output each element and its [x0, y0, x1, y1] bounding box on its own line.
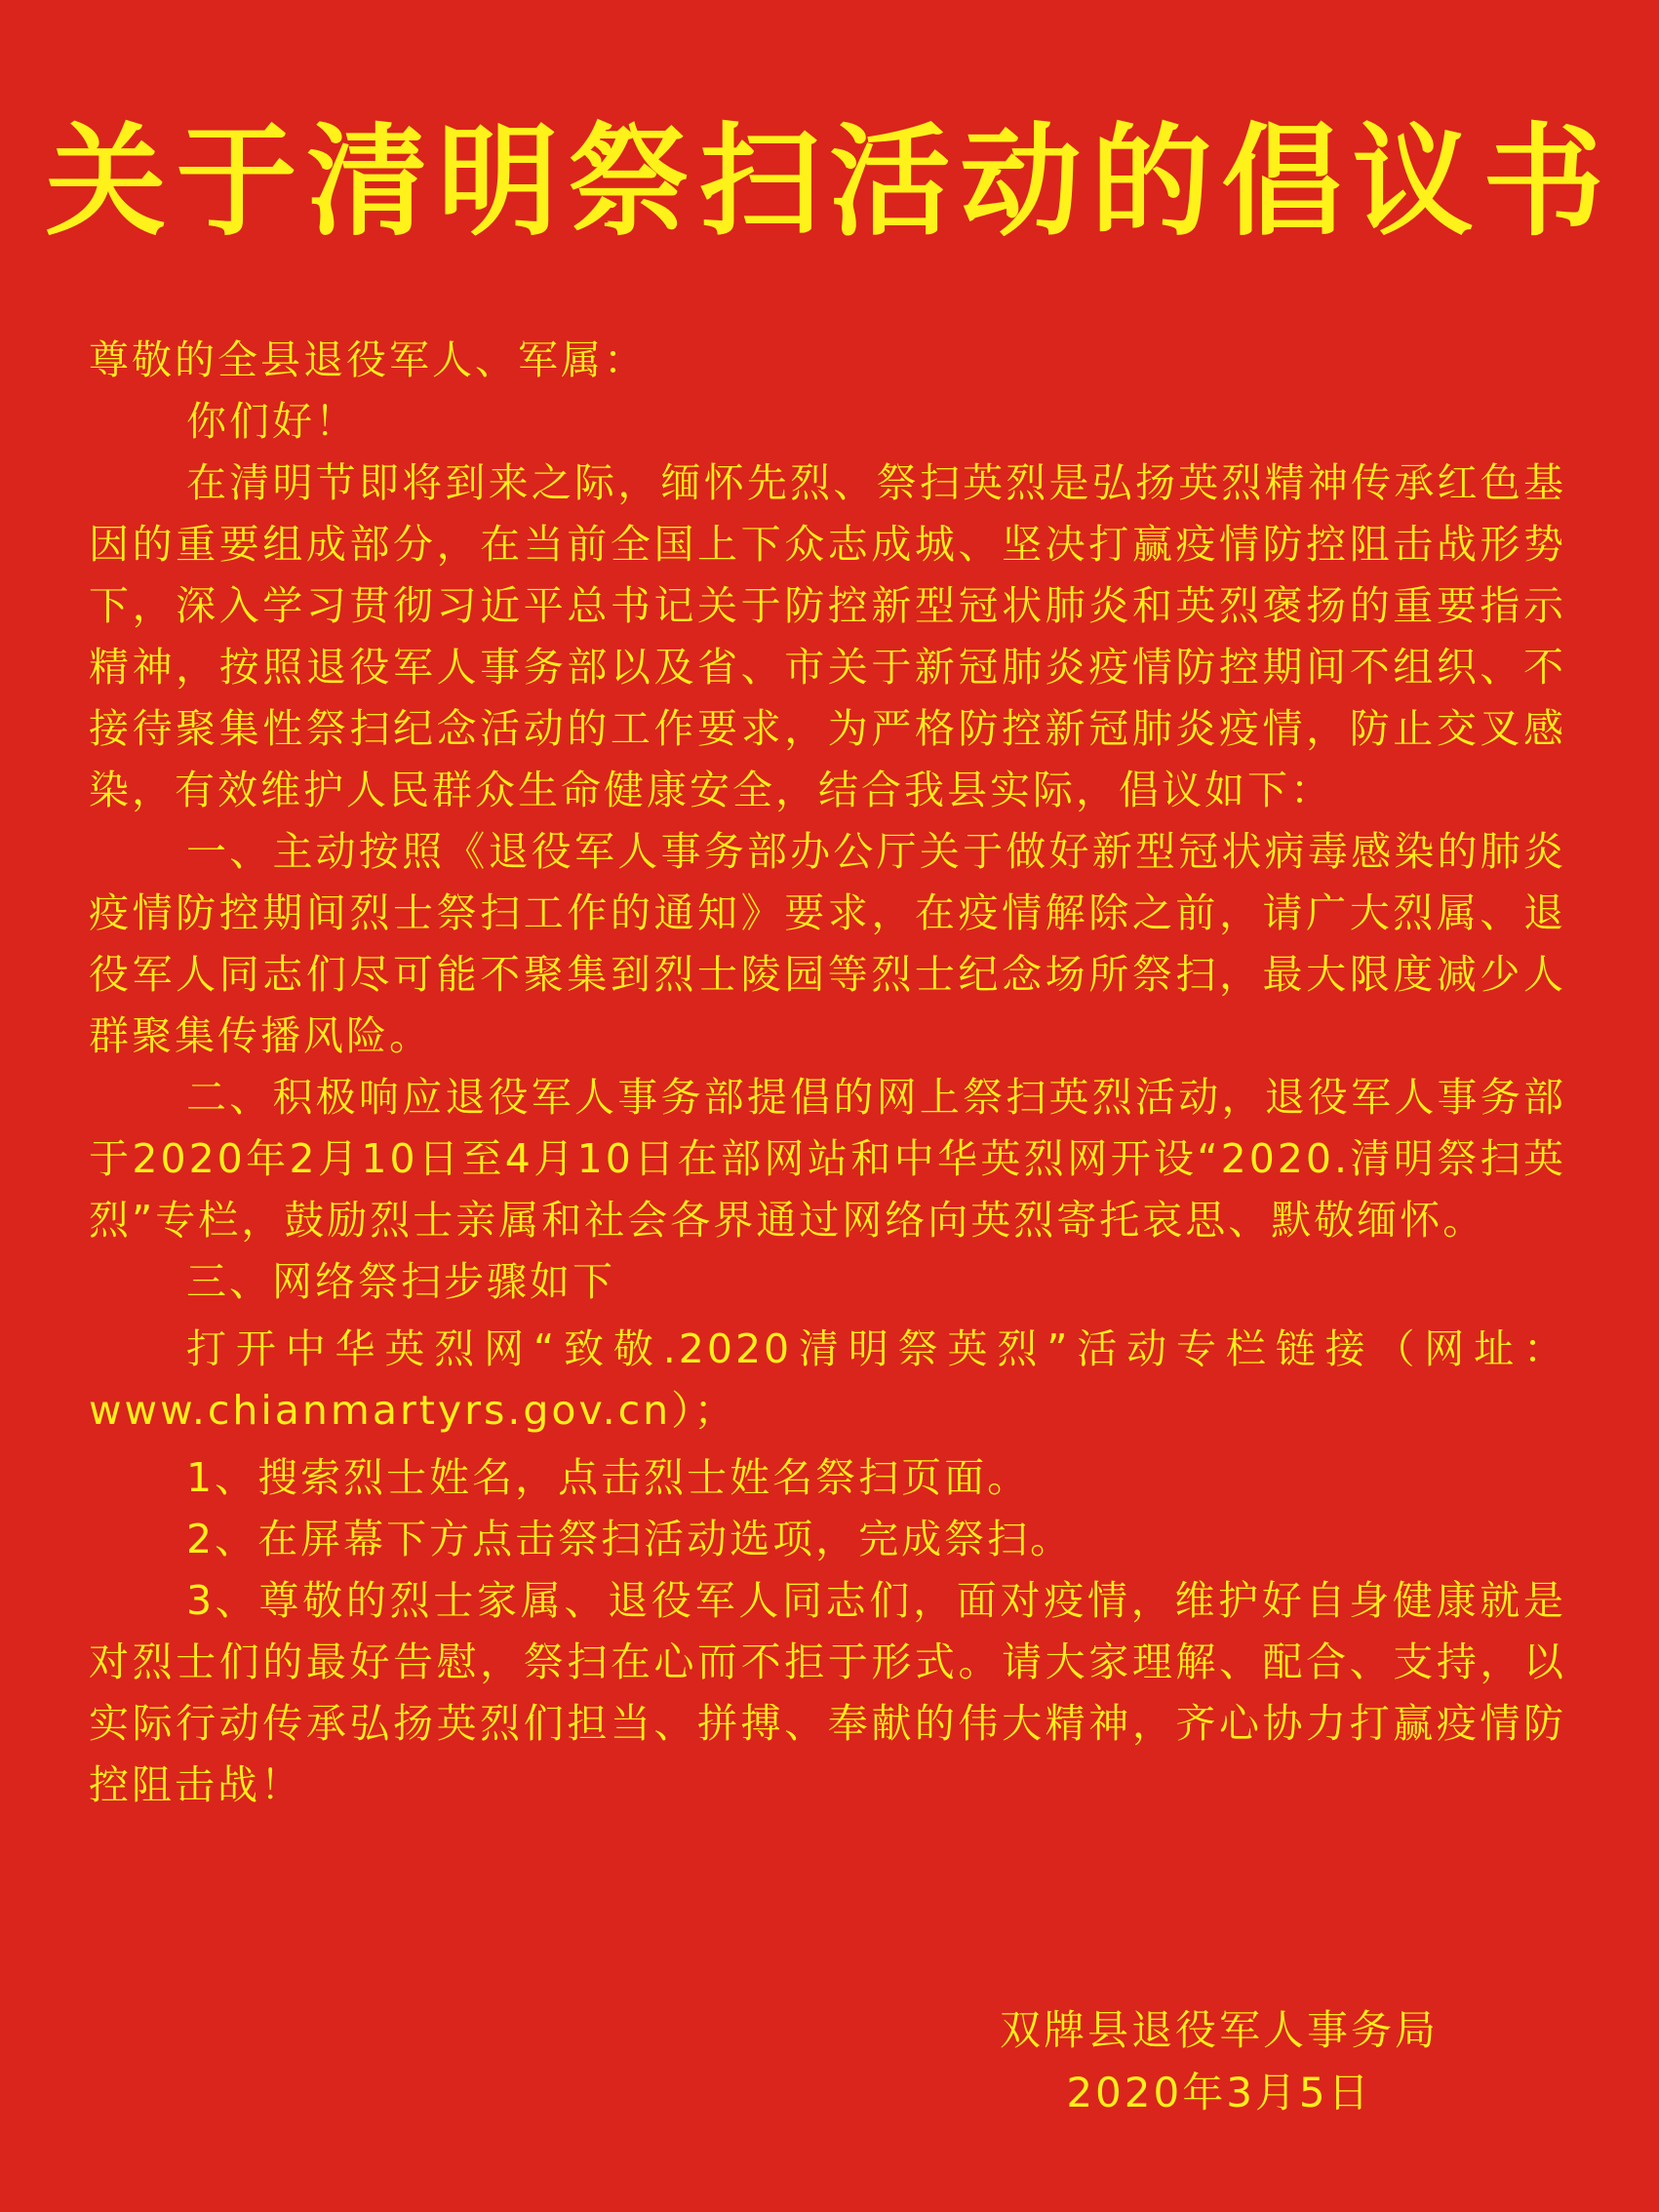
website-link-paragraph: 打开中华英烈网“致敬.2020清明祭英烈”活动专栏链接（网址：www.chianmartyrs.gov.cn）； [89, 1325, 1566, 1434]
document-body [89, 330, 1566, 1816]
issuer-name: 双牌县退役军人事务局 [999, 2006, 1439, 2054]
intro-paragraph: 在清明节即将到来之际，缅怀先烈、祭扫英烈是弘扬英烈精神传承红色基因的重要组成部分，在当前全国上下众志成城、坚决打赢疫情防控阻击战形势下，深入学习贯彻习近平总书记关于防控新型冠状肺炎和英烈褒扬的重要指示精神，按照退役军人事务部以及省、市关于新冠肺炎疫情防控期间不组织、不接待聚集性祭扫纪念活动的工作要求，为严格防控新冠肺炎疫情，防止交叉感染，有效维护人民群众生命健康安全，结合我县实际，倡议如下： [89, 459, 1566, 813]
item-three-heading: 三、网络祭扫步骤如下 [186, 1258, 615, 1305]
salutation: 尊敬的全县退役军人、军属： [89, 336, 647, 383]
step-one: 1、搜索烈士姓名，点击烈士姓名祭扫页面。 [186, 1454, 1031, 1501]
step-two: 2、在屏幕下方点击祭扫活动选项，完成祭扫。 [186, 1516, 1074, 1562]
page-title: 关于清明祭扫活动的倡议书 [45, 112, 1614, 253]
issue-date: 2020年3月5日 [1066, 2069, 1372, 2116]
step-three: 3、尊敬的烈士家属、退役军人同志们，面对疫情，维护好自身健康就是对烈士们的最好告慰，祭扫在心而不拒于形式。请大家理解、配合、支持，以实际行动传承弘扬英烈们担当、拼搏、奉献的伟大精神，齐心协力打赢疫情防控阻击战！ [89, 1577, 1566, 1808]
item-two-paragraph: 二、积极响应退役军人事务部提倡的网上祭扫英烈活动，退役军人事务部于2020年2月10日至4月10日在部网站和中华英烈网开设“2020.清明祭扫英烈”专栏，鼓励烈士亲属和社会各界通过网络向英烈寄托哀思、默敬缅怀。 [89, 1074, 1566, 1244]
signature-block [936, 1999, 1502, 2124]
item-one-paragraph: 一、主动按照《退役军人事务部办公厅关于做好新型冠状病毒感染的肺炎疫情防控期间烈士祭扫工作的通知》要求，在疫情解除之前，请广大烈属、退役军人同志们尽可能不聚集到烈士陵园等烈士纪念场所祭扫，最大限度减少人群聚集传播风险。 [89, 828, 1566, 1059]
greeting: 你们好！ [186, 398, 358, 445]
